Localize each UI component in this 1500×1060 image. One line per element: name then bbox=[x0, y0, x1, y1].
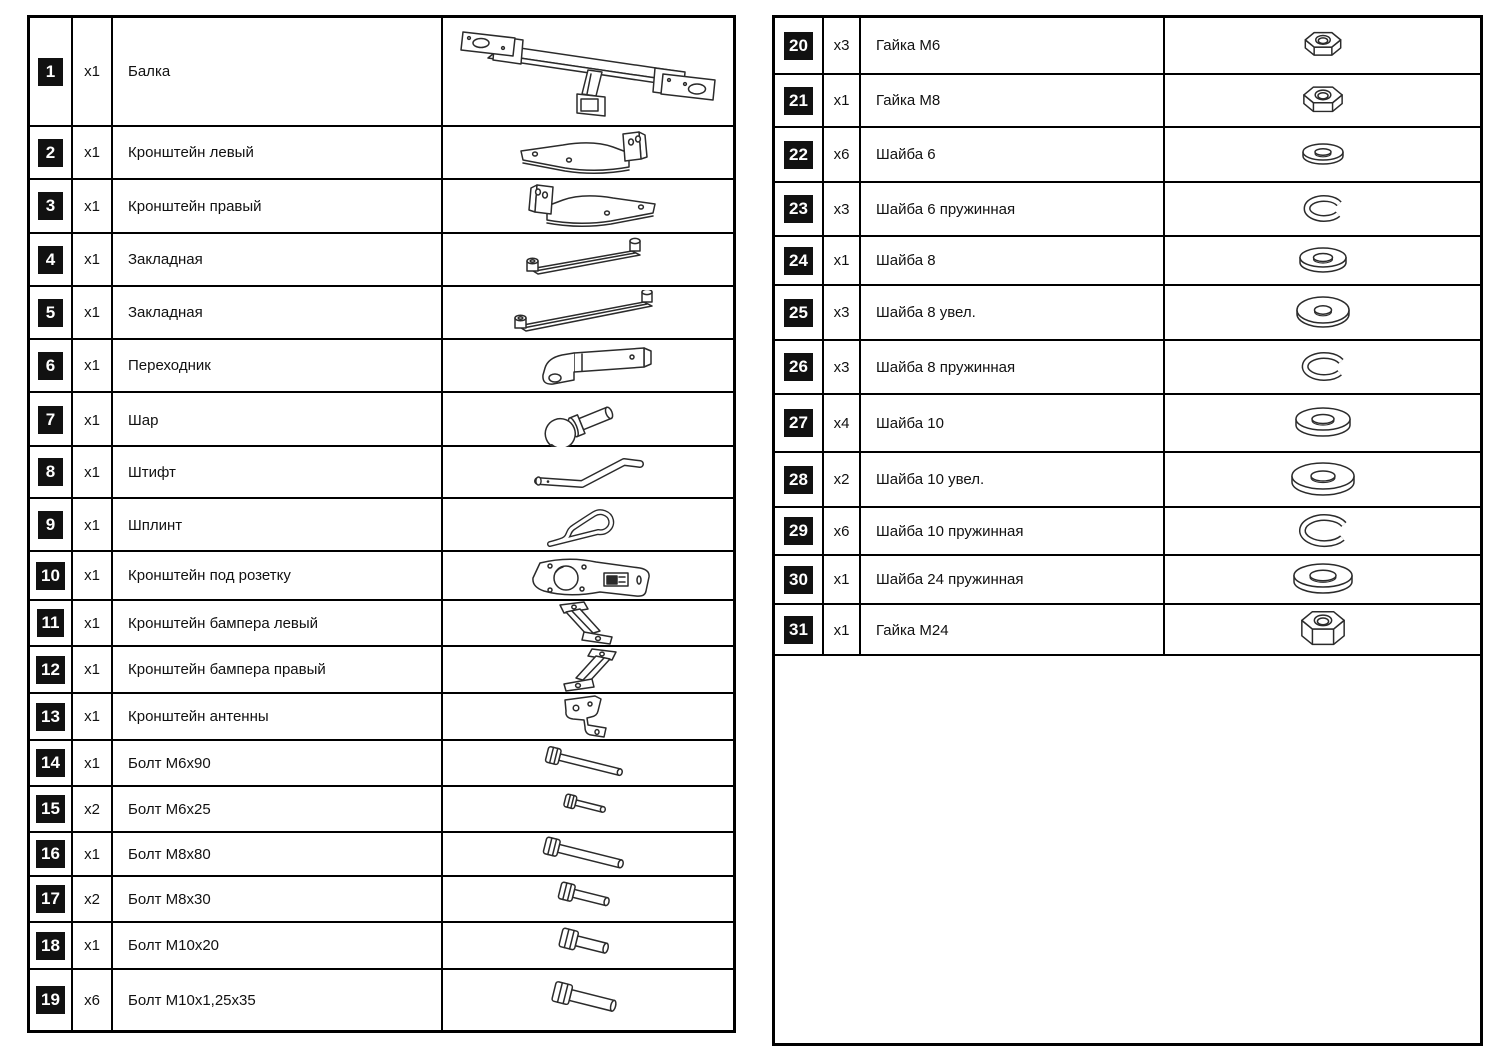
part-number-cell bbox=[775, 556, 824, 603]
part-number-cell bbox=[30, 393, 73, 447]
part-name: Болт М6х90 bbox=[113, 741, 443, 785]
part-illustration-cell bbox=[1165, 453, 1480, 506]
bumper-bracket-left-icon bbox=[538, 601, 638, 645]
part-qty: x3 bbox=[824, 183, 861, 235]
part-number-badge: 8 bbox=[38, 458, 63, 486]
part-name: Балка bbox=[113, 18, 443, 125]
parts-table-right bbox=[772, 15, 1483, 1046]
part-name: Кронштейн правый bbox=[113, 180, 443, 232]
part-illustration-cell bbox=[1165, 183, 1480, 235]
part-row-16 bbox=[30, 833, 733, 877]
part-number-cell bbox=[775, 128, 824, 181]
part-row-9 bbox=[30, 499, 733, 552]
part-number-cell bbox=[30, 180, 73, 232]
part-number-cell bbox=[30, 970, 73, 1030]
part-row-14 bbox=[30, 741, 733, 787]
bent-pin-icon bbox=[526, 449, 650, 495]
part-name: Шайба 10 bbox=[861, 395, 1165, 451]
part-row-19 bbox=[30, 970, 733, 1030]
part-row-20 bbox=[775, 18, 1480, 75]
part-qty: x1 bbox=[824, 605, 861, 655]
r-clip-icon bbox=[542, 499, 634, 551]
part-qty: x1 bbox=[824, 75, 861, 126]
part-qty: x1 bbox=[73, 340, 113, 391]
washer-8-large-icon bbox=[1292, 293, 1354, 333]
part-number-cell bbox=[775, 395, 824, 451]
strap-long-icon bbox=[502, 290, 674, 336]
part-row-8 bbox=[30, 447, 733, 499]
part-row-12 bbox=[30, 647, 733, 694]
part-qty: x4 bbox=[824, 395, 861, 451]
part-row-23 bbox=[775, 183, 1480, 237]
part-name: Закладная bbox=[113, 234, 443, 285]
part-number-cell bbox=[30, 234, 73, 285]
hex-nut-m6-icon bbox=[1297, 27, 1349, 64]
part-qty: x1 bbox=[73, 923, 113, 968]
part-row-21 bbox=[775, 75, 1480, 128]
part-number-cell bbox=[775, 605, 824, 655]
part-row-17 bbox=[30, 877, 733, 923]
part-number-badge: 3 bbox=[38, 192, 63, 220]
part-name: Шайба 10 пружинная bbox=[861, 508, 1165, 554]
part-row-28 bbox=[775, 453, 1480, 508]
part-name: Штифт bbox=[113, 447, 443, 497]
bolt-m10x20-icon bbox=[553, 925, 623, 967]
part-number-badge: 9 bbox=[38, 511, 63, 539]
part-qty: x1 bbox=[73, 741, 113, 785]
part-illustration-cell bbox=[1165, 75, 1480, 126]
part-illustration-cell bbox=[443, 552, 733, 599]
part-row-26 bbox=[775, 341, 1480, 395]
part-number-badge: 22 bbox=[784, 141, 813, 169]
part-row-1 bbox=[30, 18, 733, 127]
part-row-6 bbox=[30, 340, 733, 393]
part-qty: x6 bbox=[73, 970, 113, 1030]
part-qty: x1 bbox=[73, 180, 113, 232]
part-illustration-cell bbox=[443, 393, 733, 447]
part-number-badge: 15 bbox=[36, 795, 65, 823]
part-number-badge: 11 bbox=[37, 609, 65, 637]
part-qty: x3 bbox=[824, 341, 861, 393]
part-number-badge: 26 bbox=[784, 353, 813, 381]
part-number-badge: 21 bbox=[784, 87, 813, 115]
part-qty: x1 bbox=[73, 833, 113, 875]
strap-short-icon bbox=[514, 237, 662, 283]
part-name: Болт М10х20 bbox=[113, 923, 443, 968]
part-illustration-cell bbox=[1165, 395, 1480, 451]
part-qty: x1 bbox=[73, 18, 113, 125]
part-number-badge: 27 bbox=[784, 409, 813, 437]
part-illustration-cell bbox=[1165, 605, 1480, 655]
part-row-24 bbox=[775, 237, 1480, 286]
part-number-badge: 29 bbox=[784, 517, 813, 545]
part-qty: x6 bbox=[824, 128, 861, 181]
part-number-cell bbox=[30, 647, 73, 692]
part-name: Болт М8х80 bbox=[113, 833, 443, 875]
part-qty: x1 bbox=[73, 499, 113, 551]
bolt-m6x90-icon bbox=[539, 742, 638, 784]
part-name: Шайба 6 bbox=[861, 128, 1165, 181]
spring-washer-8-icon bbox=[1297, 348, 1349, 386]
part-number-badge: 24 bbox=[784, 247, 813, 275]
part-number-badge: 13 bbox=[36, 703, 65, 731]
part-number-badge: 7 bbox=[38, 406, 63, 434]
part-row-2 bbox=[30, 127, 733, 180]
part-number-badge: 12 bbox=[36, 656, 65, 684]
part-illustration-cell bbox=[443, 970, 733, 1030]
part-number-badge: 14 bbox=[36, 749, 65, 777]
part-number-cell bbox=[30, 340, 73, 391]
part-name: Шайба 8 пружинная bbox=[861, 341, 1165, 393]
washer-8-icon bbox=[1295, 244, 1351, 278]
part-illustration-cell bbox=[1165, 556, 1480, 603]
part-illustration-cell bbox=[443, 787, 733, 831]
part-name: Гайка М8 bbox=[861, 75, 1165, 126]
part-illustration-cell bbox=[1165, 341, 1480, 393]
part-row-15 bbox=[30, 787, 733, 833]
part-qty: x2 bbox=[824, 453, 861, 506]
part-qty: x1 bbox=[824, 556, 861, 603]
part-illustration-cell bbox=[443, 833, 733, 875]
part-row-29 bbox=[775, 508, 1480, 556]
washer-10-icon bbox=[1291, 404, 1355, 442]
part-number-cell bbox=[30, 833, 73, 875]
hitch-ball-icon bbox=[536, 393, 640, 447]
part-number-cell bbox=[775, 286, 824, 339]
ball-mount-icon bbox=[518, 341, 658, 391]
socket-bracket-icon bbox=[518, 553, 658, 599]
part-illustration-cell bbox=[1165, 237, 1480, 284]
part-illustration-cell bbox=[443, 694, 733, 739]
part-qty: x1 bbox=[73, 393, 113, 447]
part-number-cell bbox=[775, 453, 824, 506]
hex-nut-m24-icon bbox=[1292, 605, 1354, 655]
part-qty: x1 bbox=[73, 127, 113, 178]
part-number-badge: 10 bbox=[36, 562, 65, 590]
part-number-badge: 4 bbox=[38, 246, 63, 274]
part-name: Шайба 24 пружинная bbox=[861, 556, 1165, 603]
part-name: Кронштейн бампера левый bbox=[113, 601, 443, 645]
part-number-badge: 19 bbox=[36, 986, 65, 1014]
part-name: Кронштейн левый bbox=[113, 127, 443, 178]
part-number-cell bbox=[30, 601, 73, 645]
part-illustration-cell bbox=[443, 180, 733, 232]
part-number-badge: 20 bbox=[784, 32, 813, 60]
part-row-3 bbox=[30, 180, 733, 234]
bolt-m6x25-icon bbox=[557, 788, 620, 830]
part-row-13 bbox=[30, 694, 733, 741]
part-number-cell bbox=[30, 447, 73, 497]
part-row-7 bbox=[30, 393, 733, 447]
washer-24-icon bbox=[1289, 560, 1357, 599]
part-number-cell bbox=[30, 787, 73, 831]
part-number-badge: 31 bbox=[784, 616, 813, 644]
part-number-cell bbox=[30, 877, 73, 921]
empty-panel bbox=[775, 656, 1480, 1043]
part-number-cell bbox=[30, 499, 73, 551]
part-name: Болт М6х25 bbox=[113, 787, 443, 831]
antenna-bracket-icon bbox=[543, 694, 633, 739]
part-row-4 bbox=[30, 234, 733, 287]
part-name: Шайба 8 увел. bbox=[861, 286, 1165, 339]
part-number-badge: 16 bbox=[36, 840, 65, 868]
part-qty: x3 bbox=[824, 18, 861, 73]
part-number-cell bbox=[30, 127, 73, 178]
part-row-18 bbox=[30, 923, 733, 970]
part-illustration-cell bbox=[1165, 128, 1480, 181]
part-illustration-cell bbox=[443, 923, 733, 968]
part-row-30 bbox=[775, 556, 1480, 605]
part-number-cell bbox=[775, 183, 824, 235]
part-name: Шайба 10 увел. bbox=[861, 453, 1165, 506]
part-number-cell bbox=[775, 341, 824, 393]
bumper-bracket-right-icon bbox=[538, 648, 638, 692]
part-number-badge: 30 bbox=[784, 566, 813, 594]
part-number-cell bbox=[775, 508, 824, 554]
bolt-m8x80-icon bbox=[537, 833, 639, 875]
part-illustration-cell bbox=[443, 340, 733, 391]
part-number-cell bbox=[775, 237, 824, 284]
part-number-badge: 6 bbox=[38, 352, 63, 380]
part-illustration-cell bbox=[1165, 508, 1480, 554]
part-number-badge: 18 bbox=[36, 932, 65, 960]
part-name: Болт М8х30 bbox=[113, 877, 443, 921]
part-row-10 bbox=[30, 552, 733, 601]
part-illustration-cell bbox=[1165, 18, 1480, 73]
part-qty: x2 bbox=[73, 787, 113, 831]
part-qty: x1 bbox=[73, 287, 113, 338]
part-number-cell bbox=[775, 18, 824, 73]
hex-nut-m8-icon bbox=[1295, 81, 1351, 121]
part-qty: x3 bbox=[824, 286, 861, 339]
part-illustration-cell bbox=[1165, 286, 1480, 339]
part-illustration-cell bbox=[443, 234, 733, 285]
part-name: Гайка М6 bbox=[861, 18, 1165, 73]
part-name: Переходник bbox=[113, 340, 443, 391]
part-qty: x1 bbox=[73, 447, 113, 497]
part-number-cell bbox=[30, 694, 73, 739]
part-qty: x2 bbox=[73, 877, 113, 921]
part-qty: x1 bbox=[73, 601, 113, 645]
part-number-badge: 28 bbox=[784, 466, 813, 494]
part-qty: x1 bbox=[73, 552, 113, 599]
part-qty: x1 bbox=[73, 694, 113, 739]
beam-icon bbox=[459, 24, 717, 120]
washer-10-large-icon bbox=[1287, 459, 1359, 501]
part-qty: x1 bbox=[824, 237, 861, 284]
part-number-badge: 2 bbox=[38, 139, 63, 167]
bracket-left-icon bbox=[513, 129, 663, 177]
part-qty: x1 bbox=[73, 234, 113, 285]
part-illustration-cell bbox=[443, 741, 733, 785]
parts-table-left bbox=[27, 15, 736, 1033]
part-illustration-cell bbox=[443, 877, 733, 921]
part-row-5 bbox=[30, 287, 733, 340]
part-row-11 bbox=[30, 601, 733, 647]
bracket-right-icon bbox=[513, 182, 663, 230]
part-name: Шайба 6 пружинная bbox=[861, 183, 1165, 235]
washer-6-icon bbox=[1298, 140, 1348, 170]
part-name: Кронштейн бампера правый bbox=[113, 647, 443, 692]
part-number-badge: 1 bbox=[38, 58, 63, 86]
part-illustration-cell bbox=[443, 601, 733, 645]
part-number-cell bbox=[30, 741, 73, 785]
part-name: Кронштейн под розетку bbox=[113, 552, 443, 599]
part-name: Закладная bbox=[113, 287, 443, 338]
part-row-31 bbox=[775, 605, 1480, 656]
part-illustration-cell bbox=[443, 127, 733, 178]
part-illustration-cell bbox=[443, 647, 733, 692]
spring-washer-10-icon bbox=[1294, 510, 1352, 552]
spring-washer-6-icon bbox=[1299, 191, 1347, 227]
bolt-m8x30-icon bbox=[552, 878, 624, 920]
part-name: Болт М10х1,25х35 bbox=[113, 970, 443, 1030]
part-number-badge: 17 bbox=[36, 885, 65, 913]
part-illustration-cell bbox=[443, 447, 733, 497]
part-row-25 bbox=[775, 286, 1480, 341]
part-number-badge: 23 bbox=[784, 195, 813, 223]
part-illustration-cell bbox=[443, 18, 733, 125]
part-row-22 bbox=[775, 128, 1480, 183]
part-number-cell bbox=[30, 552, 73, 599]
part-name: Шайба 8 bbox=[861, 237, 1165, 284]
part-number-badge: 5 bbox=[38, 299, 63, 327]
part-qty: x6 bbox=[824, 508, 861, 554]
part-name: Кронштейн антенны bbox=[113, 694, 443, 739]
part-name: Шплинт bbox=[113, 499, 443, 551]
part-name: Шар bbox=[113, 393, 443, 447]
part-illustration-cell bbox=[443, 499, 733, 551]
part-name: Гайка М24 bbox=[861, 605, 1165, 655]
part-qty: x1 bbox=[73, 647, 113, 692]
bolt-m10x35-icon bbox=[546, 979, 631, 1021]
part-number-cell bbox=[775, 75, 824, 126]
part-number-cell bbox=[30, 287, 73, 338]
part-number-badge: 25 bbox=[784, 299, 813, 327]
part-number-cell bbox=[30, 923, 73, 968]
part-row-27 bbox=[775, 395, 1480, 453]
part-illustration-cell bbox=[443, 287, 733, 338]
part-number-cell bbox=[30, 18, 73, 125]
